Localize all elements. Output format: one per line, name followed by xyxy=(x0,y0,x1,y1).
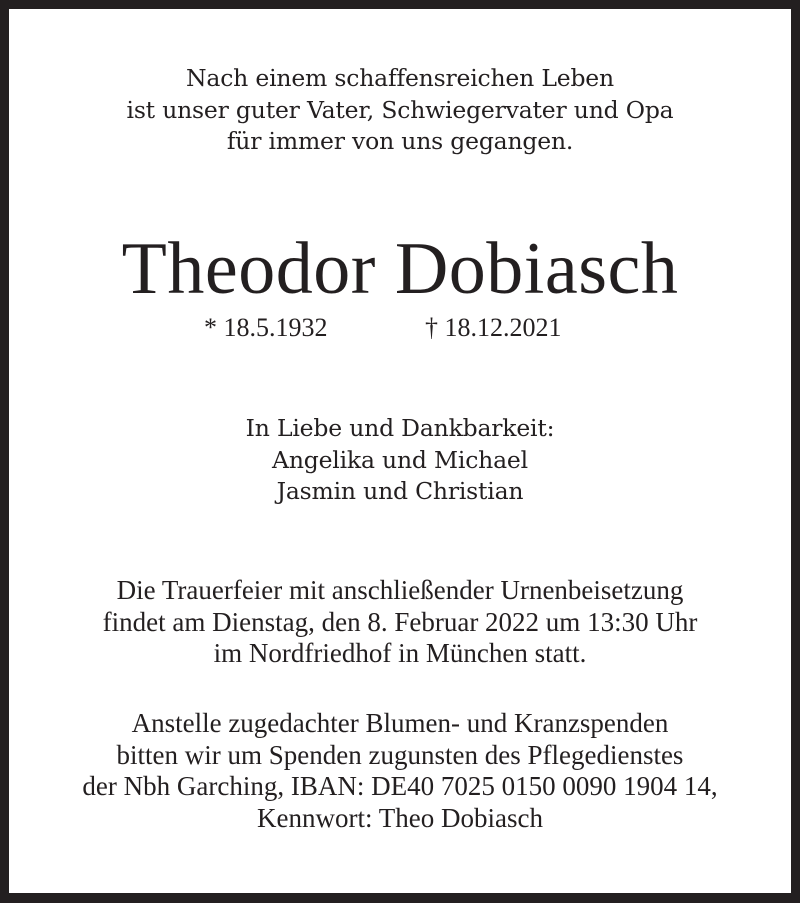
intro-line: Nach einem schaffensreichen Leben xyxy=(186,64,614,92)
service-line: Die Trauerfeier mit anschließender Urnenbeisetzung xyxy=(116,575,684,605)
death-date: † 18.12.2021 xyxy=(425,313,562,342)
birth-date: * 18.5.1932 xyxy=(204,313,328,342)
intro-text xyxy=(9,63,791,158)
donation-text xyxy=(9,708,791,834)
donation-line: bitten wir um Spenden zugunsten des Pflegedienstes xyxy=(116,739,684,770)
mourners-text xyxy=(9,413,791,508)
mourners-line: In Liebe und Dankbarkeit: xyxy=(245,414,555,442)
mourners-line: Jasmin und Christian xyxy=(276,477,524,505)
donation-line: Anstelle zugedachter Blumen- und Kranzspenden xyxy=(131,708,669,738)
intro-line: ist unser guter Vater, Schwiegervater und Opa xyxy=(126,95,674,124)
service-text xyxy=(9,575,791,670)
service-line: im Nordfriedhof in München statt. xyxy=(213,638,587,668)
mourners-line: Angelika und Michael xyxy=(272,445,528,474)
life-dates xyxy=(9,313,791,343)
deceased-name: Theodor Dobiasch xyxy=(121,228,679,310)
donation-line: Kennwort: Theo Dobiasch xyxy=(257,802,543,833)
service-line: findet am Dienstag, den 8. Februar 2022 um 13:30 Uhr xyxy=(102,606,698,637)
intro-line: für immer von uns gegangen. xyxy=(226,127,574,155)
obituary-card xyxy=(9,9,791,893)
donation-line: der Nbh Garching, IBAN: DE40 7025 0150 0090 1904 14, xyxy=(82,771,718,801)
